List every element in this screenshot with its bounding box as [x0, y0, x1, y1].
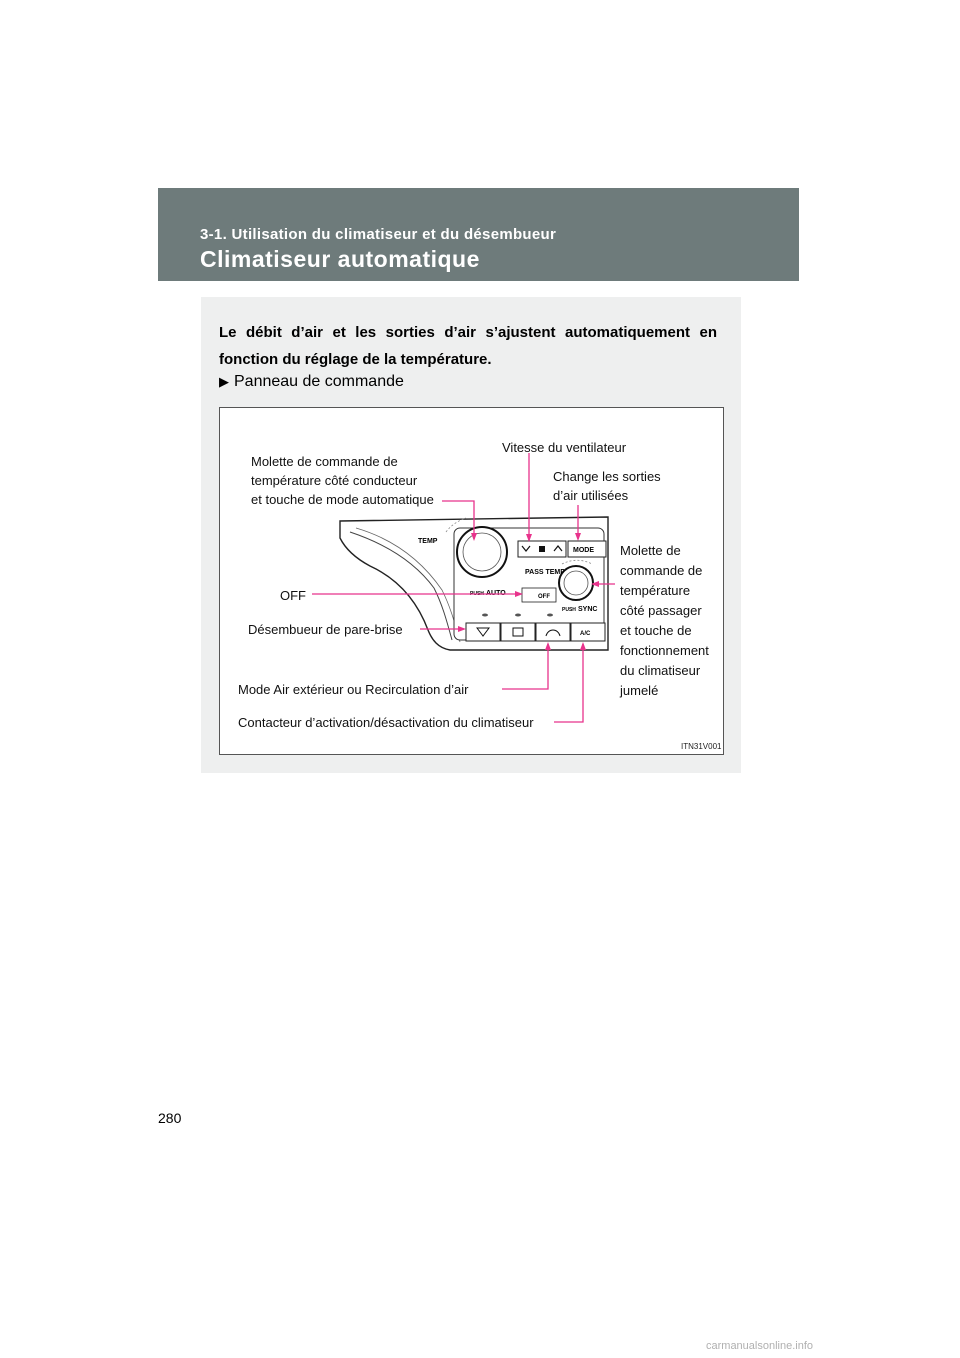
panel-push-sync-small-text: PUSH [562, 607, 576, 613]
rear-defog-button [501, 623, 535, 641]
driver-temp-knob [457, 527, 507, 577]
panel-pass-temp-text: PASS TEMP [525, 569, 565, 576]
subheading-text: Panneau de commande [234, 373, 404, 390]
label-passenger-line7: du climatiseur [620, 663, 701, 678]
indicator-dot [547, 614, 553, 617]
content-panel [201, 297, 741, 773]
label-recirc: Mode Air extérieur ou Recirculation d’air [238, 682, 469, 697]
panel-temp-text: TEMP [418, 538, 438, 545]
callout-ac [554, 644, 583, 722]
subheading [219, 373, 404, 391]
label-mode-line2: d’air utilisées [553, 488, 629, 503]
panel-off-text: OFF [538, 594, 550, 600]
label-passenger-line6: fonctionnement [620, 643, 709, 658]
callout-recirc [502, 644, 548, 689]
panel-ac-text: A/C [580, 631, 591, 637]
label-driver-temp-line2: température côté conducteur [251, 473, 418, 488]
indicator-dot [482, 614, 488, 617]
figure-id: ITN31V001 [681, 742, 722, 751]
recirc-button [536, 623, 570, 641]
page-title: Climatiseur automatique [200, 246, 480, 272]
page-number: 280 [158, 1110, 182, 1126]
label-passenger-line2: commande de [620, 563, 703, 578]
label-passenger-line5: et touche de [620, 623, 692, 638]
label-driver-temp-line3: et touche de mode automatique [251, 492, 434, 507]
panel-push-small-text: PUSH [470, 591, 484, 597]
control-panel-figure [219, 407, 724, 755]
indicator-dot [515, 614, 521, 617]
fan-icon [539, 546, 545, 552]
defog-button [466, 623, 500, 641]
chapter-header [158, 188, 799, 281]
label-passenger-line3: température [620, 583, 691, 598]
label-mode-line1: Change les sorties [553, 469, 661, 484]
label-ac-switch: Contacteur d’activation/désactivation du climatiseur [238, 715, 534, 730]
intro-paragraph: Le débit d’air et les sorties d’air s’ajustent automatiquement en fonction du réglage de la température. [219, 324, 717, 368]
triangle-bullet-icon: ▶ [219, 374, 229, 389]
section-title: 3-1. Utilisation du climatiseur et du désembueur [200, 226, 557, 243]
label-passenger-line1: Molette de [620, 543, 681, 558]
label-driver-temp-line1: Molette de commande de [251, 454, 398, 469]
watermark: carmanualsonline.info [706, 1340, 814, 1352]
label-passenger-line4: côté passager [620, 603, 702, 618]
panel-sync-text: SYNC [578, 606, 598, 613]
label-fan-speed: Vitesse du ventilateur [502, 440, 627, 455]
panel-mode-text: MODE [573, 547, 594, 554]
label-off: OFF [280, 588, 306, 603]
panel-auto-text: AUTO [486, 590, 506, 597]
label-defog: Désembueur de pare-brise [248, 622, 403, 637]
label-passenger-line8: jumelé [620, 683, 659, 698]
